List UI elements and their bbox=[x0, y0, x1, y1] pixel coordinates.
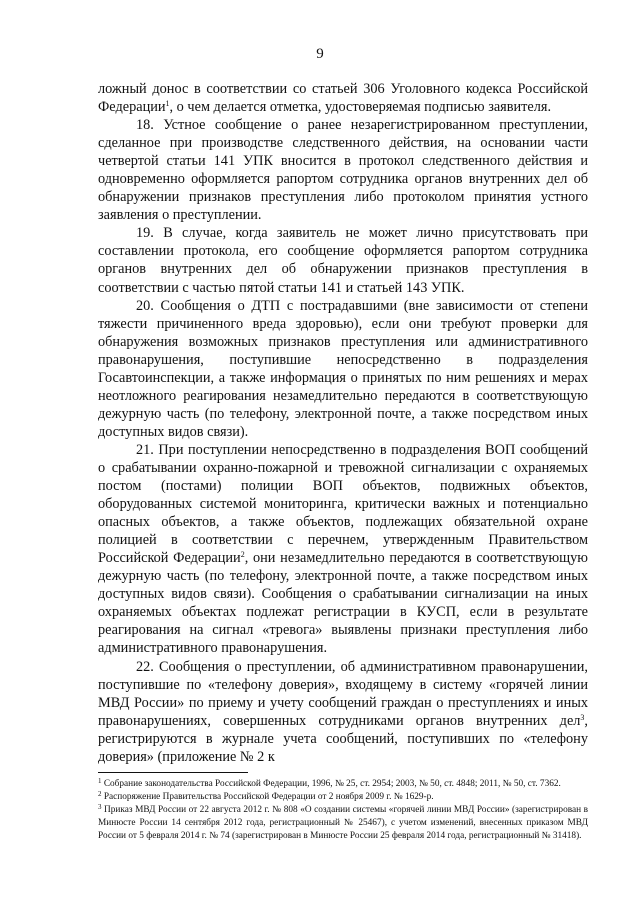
footnote-2: $^2$ Распоряжение Правительства Российской Федерации от 2 ноября 2009 г. № 1629-р. bbox=[98, 790, 434, 802]
paragraph-continued: ложный донос в соответствии со статьей 306 Уголовного кодекса Российской Федерации$^1$, о чем делается отметка, удостоверяемая подписью заявителя. bbox=[98, 81, 588, 116]
footnote-ref-2: 2 bbox=[240, 550, 245, 560]
paragraph-22: 22. Сообщения о преступлении, об административном правонарушении, поступившие по «телефону доверия», входящему в систему «горячей линии МВД России» по приему и учету сообщений граждан о преступлениях и иных правонарушениях, совершенных сотрудниками органов внутренних дел$^3$, регистрируются в журнале учета сообщений, поступивших по «телефону доверия» (приложение № 2 к bbox=[98, 658, 588, 765]
footnote-ref-1: 1 bbox=[165, 99, 170, 109]
footnote-1: $^1$ Собрание законодательства Российской Федерации, 1996, № 25, ст. 2954; 2003, № 50, ст. 4848; 2011, № 50, ст. 7362. bbox=[98, 777, 561, 789]
paragraph-21: 21. При поступлении непосредственно в подразделения ВОП сообщений о срабатывании охранно-пожарной и тревожной сигнализации с охраняемых постом (постами) полиции ВОП объектов, подвижных объектов, оборудованных системой мониторинга, критически важных и потенциально опасных объектов, а также объектов, подлежащих обязательной охране полицией в соответствии с перечнем, утвержденным Правительством Российской Федерации$^2$, они незамедлительно передаются в соответствующую дежурную часть (по телефону, электронной почте, а также посредством иных доступных видов связи). Сообщения о срабатывании сигнализации на иных охраняемых объектах подлежат регистрации в КУСП, если в результате реагирования на сигнал «тревога» выявлены признаки преступления либо административного правонарушения. bbox=[98, 441, 588, 657]
footnote-separator bbox=[98, 772, 248, 773]
paragraph-20: 20. Сообщения о ДТП с пострадавшими (вне зависимости от степени тяжести причиненного вреда здоровью), если они требуют проверки для обнаружения возможных признаков преступления или административного правонарушения, поступившие непосредственно в подразделения Госавтоинспекции, а также информация о принятых по ним решениях и мерах неотложного реагирования незамедлительно передаются в соответствующую дежурную часть (по телефону, электронной почте, а также посредством иных доступных видов связи). bbox=[98, 297, 588, 440]
document-body bbox=[98, 80, 588, 766]
paragraph-19: 19. В случае, когда заявитель не может лично присутствовать при составлении протокола, его сообщение оформляется рапортом сотрудника органов внутренних дел об обнаружении признаков преступления в соответствии с частью пятой статьи 141 и статьей 143 УПК. bbox=[98, 225, 588, 296]
footnote-ref-3: 3 bbox=[580, 712, 585, 722]
footnote-3: $^3$ Приказ МВД России от 22 августа 2012 г. № 808 «О создании системы «горячей линии МВД России» (зарегистрирован в Минюсте России 14 сентября 2012 года, регистрационный № 25467), с учетом изменений, внесенных приказом МВД России от 5 февраля 2014 г. № 74 (зарегистрирован в Минюсте России 25 февраля 2014 года, регистрационный № 31418). bbox=[98, 803, 589, 841]
footnotes bbox=[98, 778, 588, 843]
page-number: 9 bbox=[316, 46, 324, 62]
paragraph-18: 18. Устное сообщение о ранее незарегистрированном преступлении, сделанное при производстве следственного действия, на основании части четвертой статьи 141 УПК вносится в протокол следственного действия и одновременно оформляется рапортом сотрудника органов внутренних дел об обнаружении признаков преступления либо протоколом принятия устного заявления о преступлении. bbox=[98, 117, 588, 224]
